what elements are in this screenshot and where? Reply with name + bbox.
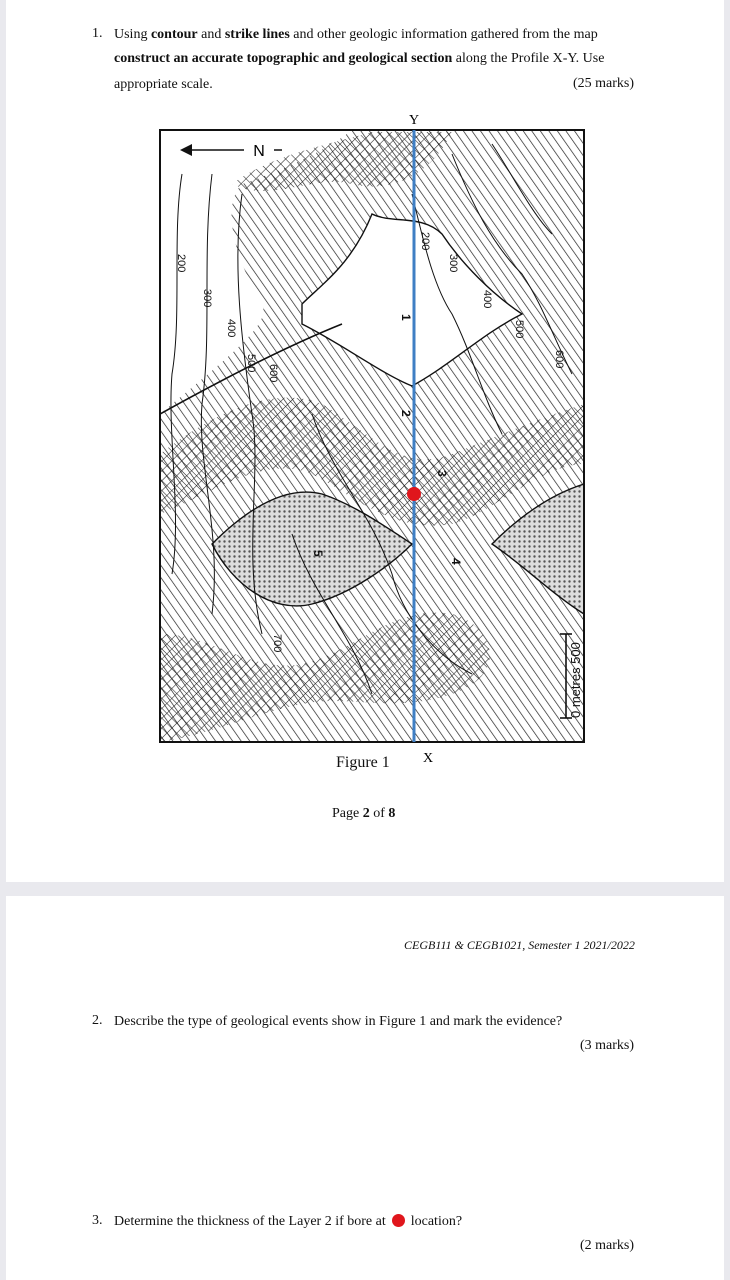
layer-label-3: 3 xyxy=(435,470,449,477)
layer-label-1: 1 xyxy=(399,314,413,321)
contour-label-300: 300 xyxy=(201,289,213,308)
contour-label-500-right: 500 xyxy=(513,320,525,339)
north-label: N xyxy=(253,143,265,160)
question-2-text: Describe the type of geological events show in Figure 1 and mark the evidence? xyxy=(114,1014,563,1029)
contour-label-600-right: 600 xyxy=(553,350,565,369)
exam-page-1 xyxy=(6,0,724,882)
question-2-marks: (3 marks) xyxy=(579,1038,634,1053)
contour-label-400: 400 xyxy=(225,319,237,338)
question-1-line-3: appropriate scale. xyxy=(114,77,213,92)
profile-label-x: X xyxy=(422,751,434,766)
contour-label-600: 600 xyxy=(267,364,279,383)
course-header: CEGB111 & CEGB1021, Semester 1 2021/2022 xyxy=(404,938,635,952)
contour-label-700: 700 xyxy=(271,634,283,653)
bore-location-marker xyxy=(407,487,421,501)
question-3-number: 3. xyxy=(92,1213,103,1228)
question-3-marks: (2 marks) xyxy=(579,1238,634,1253)
page-number: Page 2 of 8 xyxy=(332,806,396,821)
contour-label-200-right: 200 xyxy=(419,232,431,251)
question-2-number: 2. xyxy=(92,1013,103,1028)
question-1-line-2: construct an accurate topographic and geological section along the Profile X-Y. Use xyxy=(114,51,605,66)
question-1-marks: (25 marks) xyxy=(572,76,634,91)
scale-label: 0 metres 500 xyxy=(568,642,583,718)
layer-label-5: 5 xyxy=(311,550,325,557)
contour-label-200: 200 xyxy=(175,254,187,273)
geological-map-figure xyxy=(152,114,592,774)
profile-label-y: Y xyxy=(408,114,420,128)
exam-page-2 xyxy=(6,896,724,1280)
bore-dot-icon xyxy=(392,1214,405,1227)
layer-label-2: 2 xyxy=(399,410,413,417)
contour-label-300-right: 300 xyxy=(447,254,459,273)
question-1-number: 1. xyxy=(92,26,103,41)
contour-label-400-right: 400 xyxy=(481,290,493,309)
layer-label-4: 4 xyxy=(449,558,463,565)
contour-label-500: 500 xyxy=(245,354,257,373)
figure-caption: Figure 1 xyxy=(336,754,390,771)
question-3-text: Determine the thickness of the Layer 2 if bore at location? xyxy=(114,1214,463,1229)
question-1-line-1: Using contour and strike lines and other geologic information gathered from the map xyxy=(114,27,598,42)
